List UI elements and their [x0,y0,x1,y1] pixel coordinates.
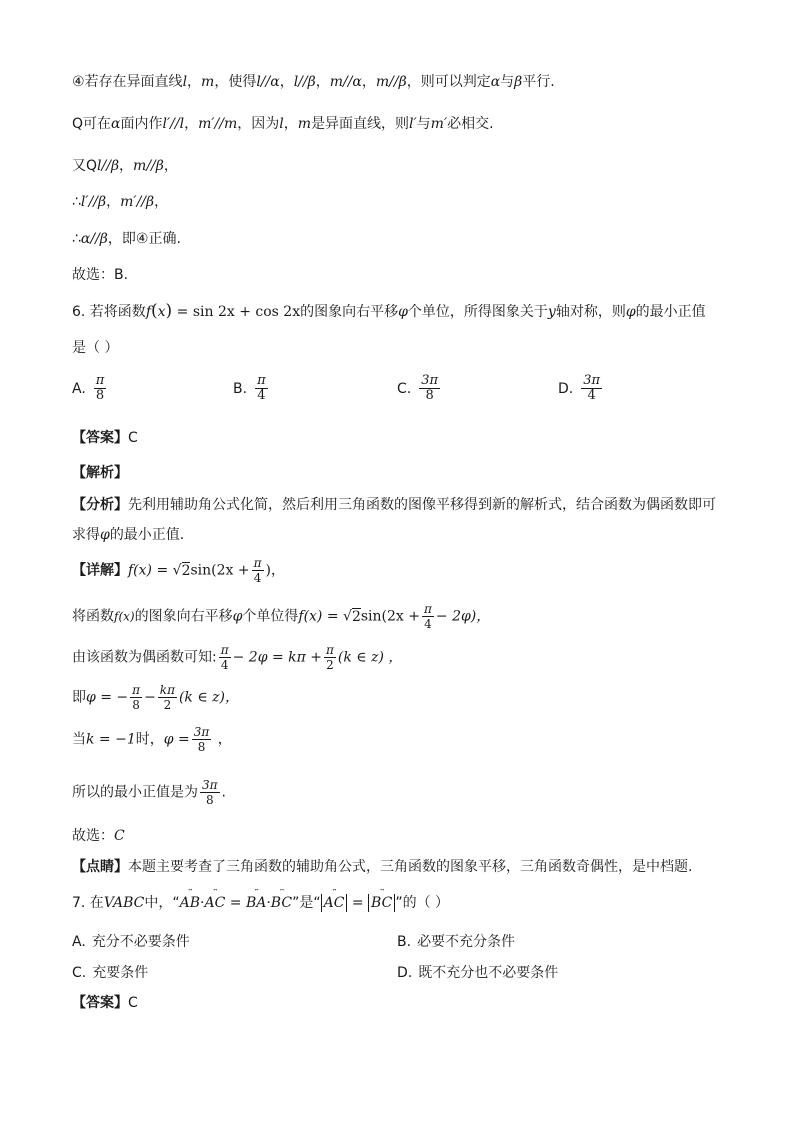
option-text: 必要不充分条件 [417,934,516,950]
text: 将函数 [72,608,114,625]
math: sin(2x + [360,608,420,625]
text: 面内作 [120,116,163,132]
math: )， [265,562,285,579]
text-line-5 [72,229,181,249]
numerator: 3π [583,373,601,388]
math: α//β [80,231,108,247]
text-line-3 [72,156,178,176]
text: 7. 在 [72,895,104,911]
detail-line-7 [72,826,125,846]
denominator: 8 [197,740,206,754]
math: − 2φ)， [435,608,491,625]
analysis-heading [72,463,128,483]
vector: ⎴ BC [371,894,392,912]
text: ， [279,74,294,90]
math: m′//β [120,194,155,210]
text: ，因为 [237,116,280,132]
math: · [200,895,205,911]
math: m′//m [198,116,238,132]
text: ， [184,116,199,132]
text: ， [187,74,202,90]
math: sin(2x + [190,562,250,579]
math: m//β [133,158,164,174]
math: f(x) = [128,562,173,579]
text-line-4 [72,192,168,212]
option-label: B. [397,934,412,950]
question-6-stem [72,301,706,322]
math: m [201,74,215,90]
text: 即 [72,689,86,706]
denominator: 2 [163,698,172,712]
detail-line-1 [72,556,285,585]
text: ④若存在异面直线 [72,74,183,90]
option-d [397,962,558,982]
fraction [419,374,440,403]
text: . [221,784,226,801]
math: φ = [163,731,190,748]
denominator: 4 [220,658,229,672]
answer-tag: 【答案】 [72,995,128,1011]
option-text: 充分不必要条件 [91,934,190,950]
option-text: 充要条件 [92,965,149,981]
text: 的图象向右平移 [134,608,233,625]
detail-tag: 【详解】 [72,562,128,579]
option-text: 既不充分也不必要条件 [418,965,559,981]
text: ，即④正确. [107,231,181,247]
denominator: 2 [326,658,334,672]
option-c [72,962,148,982]
math: φ [232,608,243,625]
math: m′ [430,116,448,132]
dianjing-tag: 【点睛】 [72,859,128,875]
dianjing-line [72,857,692,877]
fraction [581,374,602,403]
math: ( [151,301,158,321]
detail-line-6 [72,778,226,807]
option-a [72,374,108,403]
numerator: 3π [202,778,218,792]
math: m//β [375,74,407,90]
text: 所以的最小正值是为 [72,784,198,801]
math: l//β [293,74,316,90]
math: − 2φ = kπ + [232,649,322,666]
math: φ = − [86,689,129,706]
text: 故选： [72,828,114,844]
fenxi-tag: 【分析】 [72,497,128,513]
math: C [114,828,125,844]
text: ， [283,116,298,132]
vector: ⎴ BC [271,893,292,913]
answer-value: C [128,995,138,1011]
math: l [182,74,188,90]
text: 又Q [72,158,98,174]
text: 6. 若将函数 [72,304,146,320]
fenxi-line-1 [72,495,716,515]
option-label: D. [558,380,574,397]
fraction [200,778,220,807]
math: (k ∈ z) ， [337,649,403,666]
numerator: π [132,683,141,697]
math: α [490,74,501,90]
detail-line-3 [72,643,402,672]
denominator: 8 [95,388,105,403]
math: VABC [103,895,145,911]
text-line-6 [72,265,128,285]
math: m//α [329,74,362,90]
radicand: 2 [351,608,361,625]
numerator: π [326,643,334,657]
fraction [130,683,142,712]
math: = [225,895,246,911]
denominator: 4 [257,388,266,403]
math: (k ∈ z)， [178,689,240,706]
text: ， [154,194,169,210]
vector: ⎴ AC [204,893,225,913]
math: y [547,304,556,320]
text: 个单位得 [242,608,299,625]
text: 由该函数为偶函数可知: [72,649,217,666]
option-label: C. [72,965,87,981]
text: ， [163,158,178,174]
answer-value: C [128,430,138,446]
text: Q可在 [72,116,112,132]
abs-value [321,894,348,912]
numerator: π [95,373,105,388]
sqrt: √2 [343,608,361,625]
vector: ⎴ AB [180,893,200,913]
text-line-1 [72,72,555,92]
therefore-symbol: ∴ [72,194,81,210]
text: ，使得 [214,74,257,90]
text: 中，“ [144,895,180,911]
option-b [233,374,270,403]
text: 的最小正值 [635,304,706,320]
text: ， [315,74,330,90]
math: · [266,895,271,911]
fraction [255,374,268,403]
denominator: 8 [132,698,140,712]
denominator: 4 [253,571,262,585]
text: ， [106,194,121,210]
fraction [252,556,264,585]
option-label: B. [233,380,248,397]
question-7-stem [72,893,449,913]
radicand: 2 [181,562,191,579]
text: 是（ ） [72,340,119,356]
vector: ⎴ BA [246,893,266,913]
text: 必相交. [447,116,494,132]
detail-line-4 [72,683,239,712]
denominator: 4 [587,388,596,403]
numerator: π [253,556,262,570]
text: 与 [500,74,515,90]
text: ”的（ ） [395,895,450,911]
option-label: A. [72,934,86,950]
math: l′//l [162,116,185,132]
text: 先利用辅助角公式化简，然后利用三角函数的图像平移得到新的解析式，结合函数为偶函数即可 [128,497,716,513]
math: x [157,304,166,320]
text: 故选：B. [72,267,129,283]
abs-value [368,894,395,912]
text: 的图象向右平移 [300,304,399,320]
math: β [514,74,523,90]
text: 轴对称，则 [555,304,626,320]
fraction [219,643,231,672]
numerator: π [220,643,229,657]
fraction [158,683,177,712]
math: l′//β [80,194,107,210]
fraction [94,374,107,403]
text: 个单位，所得图象关于 [407,304,548,320]
numerator: 3π [421,373,439,388]
text: ”是“ [292,895,321,911]
option-b [397,931,515,951]
numerator: kπ [159,683,175,697]
option-label: C. [397,380,412,397]
fraction [324,643,336,672]
numerator: π [257,373,266,388]
numerator: 3π [193,725,210,739]
text: ， [361,74,376,90]
math: m [297,116,312,132]
math: f [145,304,151,320]
fenxi-line-2 [72,525,184,545]
option-c [397,374,442,403]
text: 平行. [522,74,555,90]
fraction [422,602,434,631]
detail-line-5 [72,725,232,754]
math: α [111,116,121,132]
text: 当 [72,731,86,748]
denominator: 8 [205,793,214,807]
math: − [144,689,156,706]
math: f(x) = [298,608,344,625]
therefore-symbol: ∴ [72,231,81,247]
text: ，则可以判定 [406,74,491,90]
math: l [279,116,284,132]
numerator: π [424,602,432,616]
text: ， [119,158,134,174]
text: 与 [416,116,431,132]
math: l′ [409,116,417,132]
math: l//α [256,74,280,90]
answer-tag: 【答案】 [72,430,128,446]
text: 本题主要考查了三角函数的辅助角公式，三角函数的图象平移，三角函数奇偶性，是中档题. [128,859,693,875]
sqrt: √2 [172,562,191,579]
math: f(x) [114,609,135,624]
option-label: A. [72,380,86,397]
math: ) [165,301,173,321]
text: 求得 [72,527,100,543]
math: φ [100,527,110,543]
math: k = −1 [86,731,136,748]
question-6-stem-cont [72,338,118,358]
text: 是异面直线，则 [311,116,410,132]
denominator: 8 [425,388,434,403]
option-a [72,931,190,951]
math: = sin 2x + cos 2x [172,304,301,320]
text: 时， [135,731,164,748]
detail-line-2 [72,602,490,631]
math: φ [398,304,408,320]
fraction [192,725,212,754]
analysis-tag: 【解析】 [72,465,128,481]
text: 的最小正值. [109,527,185,543]
math: l//β [97,158,120,174]
vector: ⎴ AC [324,894,345,912]
text-line-2 [72,114,494,134]
math: = [347,895,369,911]
option-label: D. [397,965,413,981]
text: ， [213,731,232,748]
denominator: 4 [424,617,432,631]
answer-6 [72,428,138,448]
math: φ [625,304,636,320]
answer-7 [72,993,138,1013]
option-d [558,374,604,403]
